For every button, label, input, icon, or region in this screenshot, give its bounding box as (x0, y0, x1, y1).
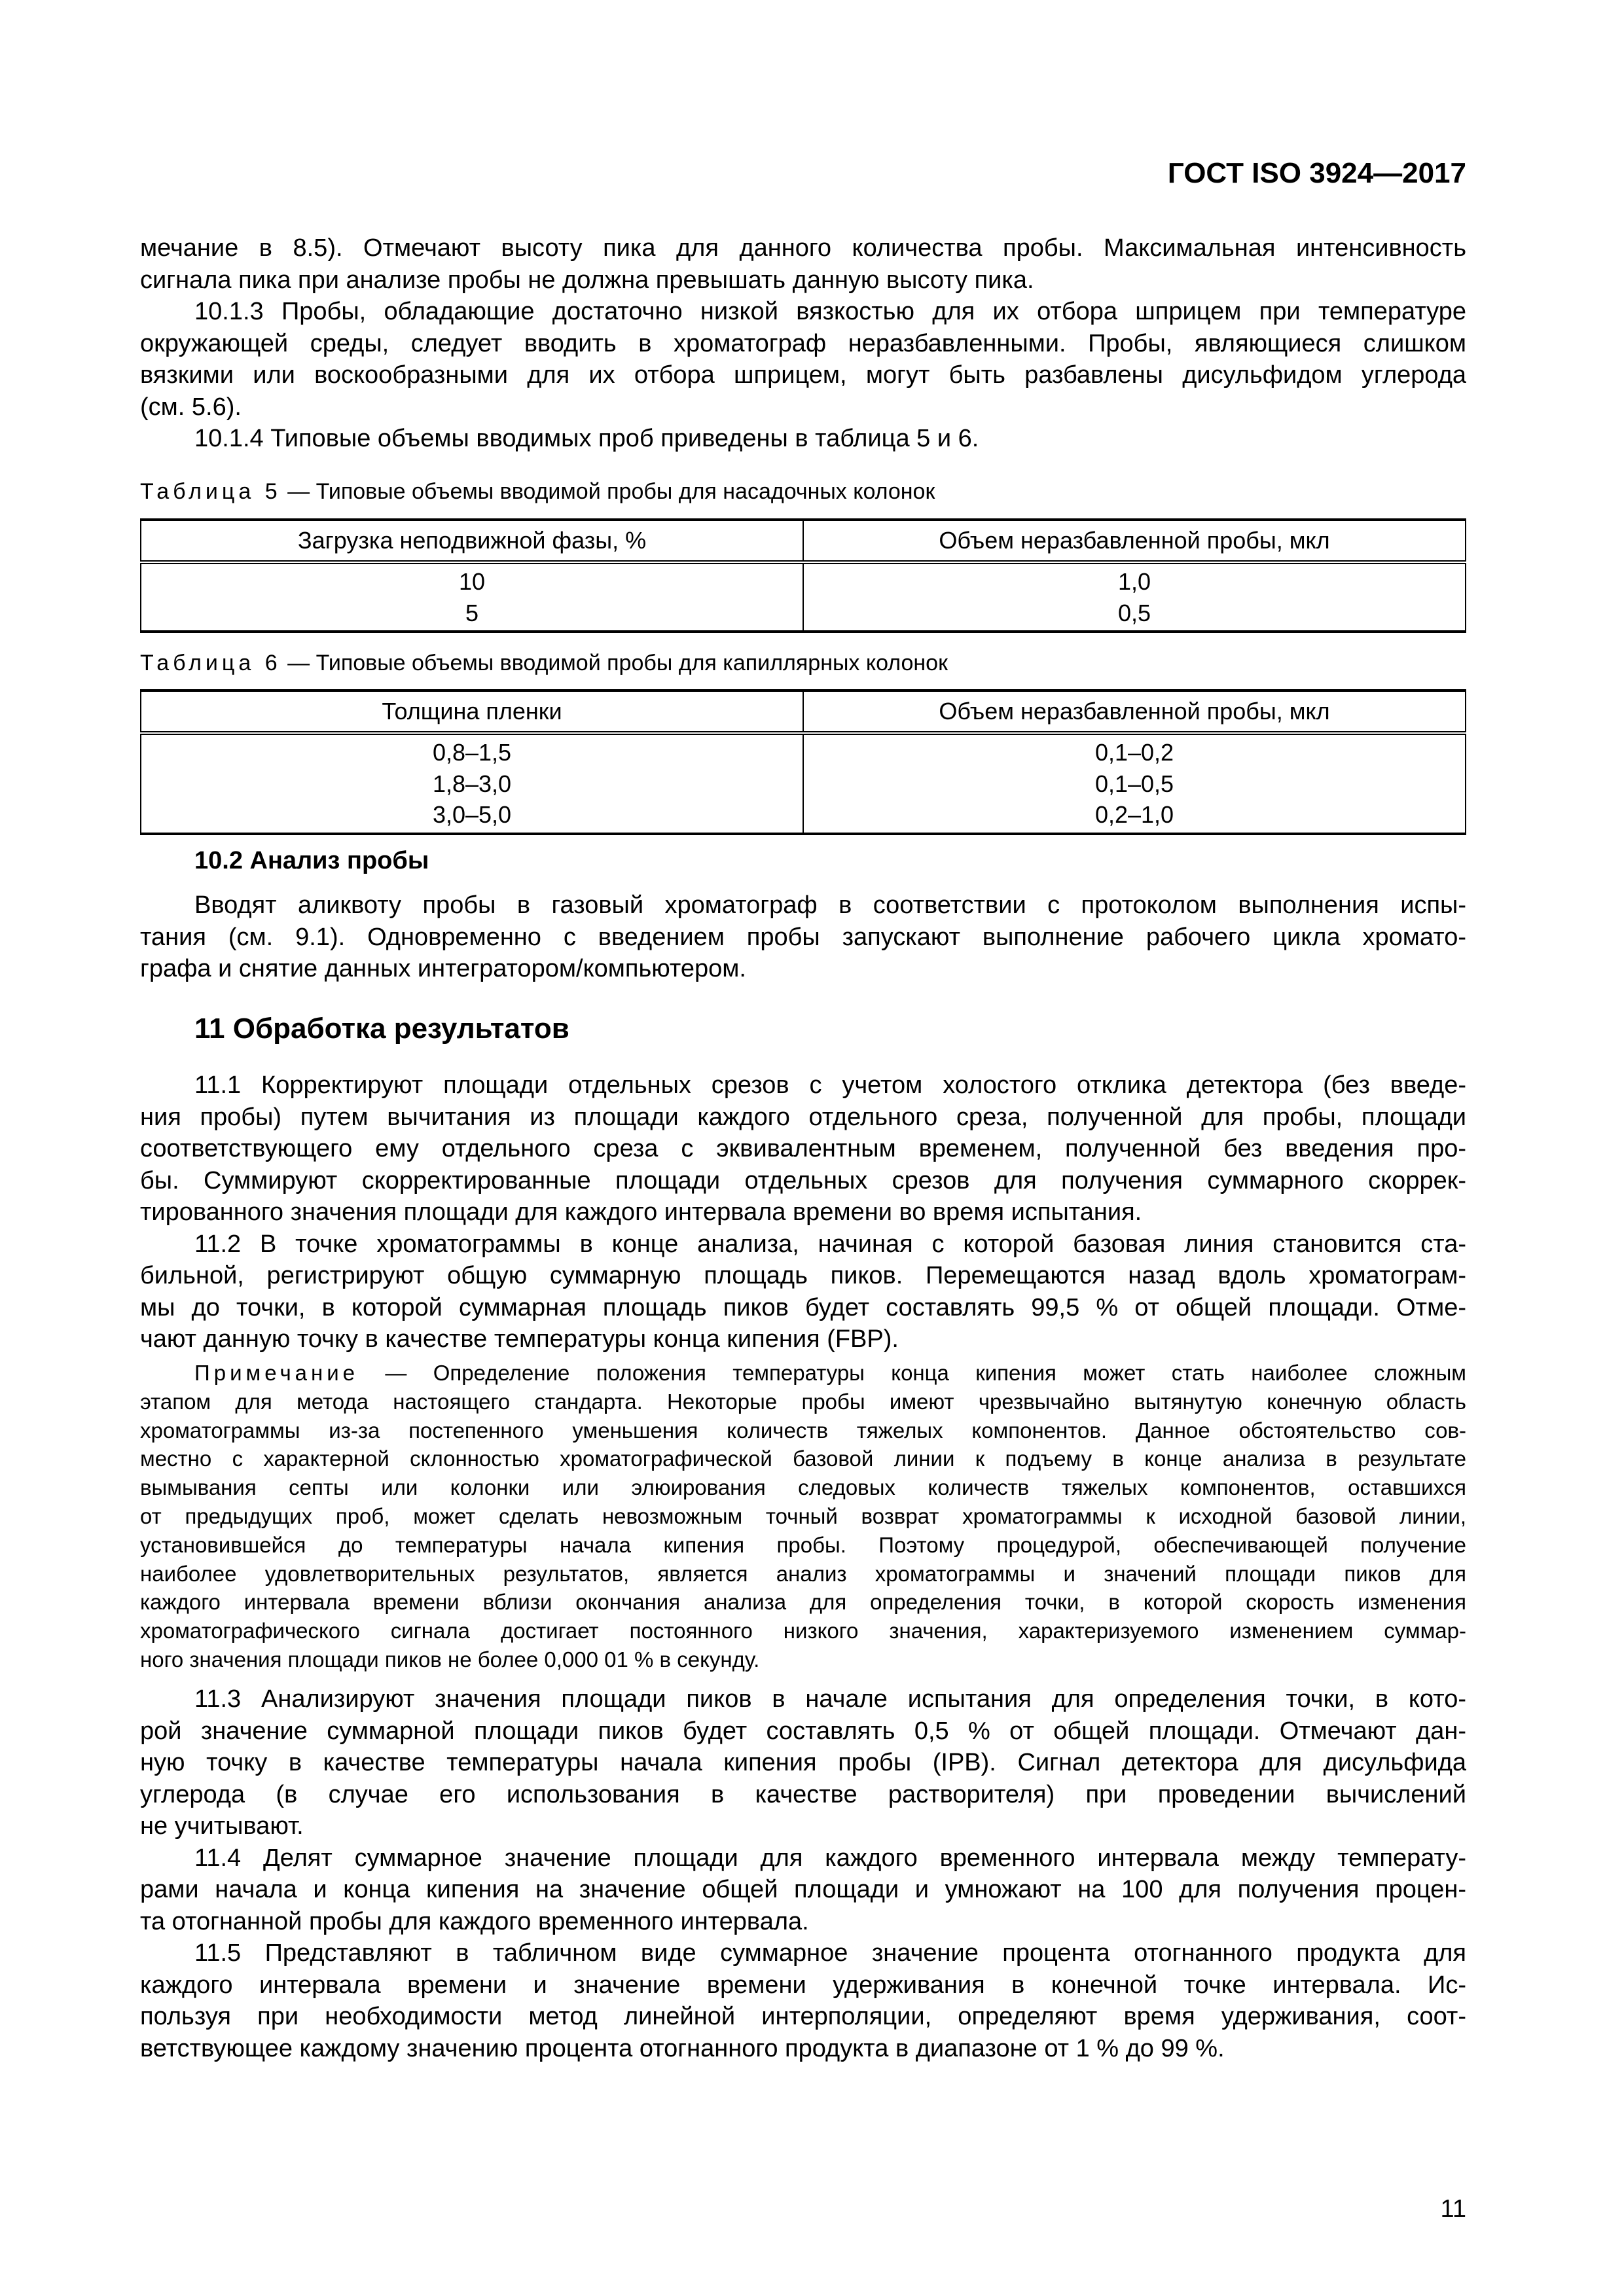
text-line: бы. Суммируют скорректированные площади отдельных срезов для получения суммарного скоррек- (140, 1166, 1466, 1194)
text-line: 11.3 Анализируют значения площади пиков в начале испытания для определения точки, в кото- (194, 1685, 1466, 1713)
text-line: каждого интервала времени и значение времени удерживания в конечной точке интервала. Ис- (140, 1971, 1466, 1999)
text-line: тания (см. 9.1). Одновременно с введением пробы запускают выполнение рабочего цикла хромато- (140, 923, 1466, 951)
section-10-2-body (140, 889, 1466, 985)
table-cell: 1,8–3,0 (432, 770, 512, 797)
text-line: ния пробы) путем вычитания из площади каждого отдельного среза, полученной для пробы, площади (140, 1103, 1466, 1131)
text-line: рами начала и конца кипения на значение общей площади и умножают на 100 для получения процен- (140, 1876, 1466, 1903)
note-label: Примечание (194, 1361, 359, 1385)
table6-col1 (141, 733, 803, 834)
text-line: сигнала пика при анализе пробы не должна превышать данную высоту пика. (140, 266, 1034, 294)
table-cell: 10 (458, 568, 486, 595)
note-line: хроматографического сигнала достигает постоянного низкого значения, характеризуемого изменением суммар- (140, 1619, 1466, 1643)
text-line: не учитывают. (140, 1812, 304, 1840)
text-line: вязкими или воскообразными для их отбора шприцем, могут быть разбавлены дисульфидом углерода (140, 361, 1466, 389)
table5-col2 (803, 562, 1466, 632)
section-a (140, 232, 1466, 455)
note-first-line (140, 1359, 1466, 1388)
table-cell: 0,2–1,0 (1094, 801, 1174, 828)
text-line: графа и снятие данных интегратором/компьютером. (140, 955, 746, 982)
table-cell: 3,0–5,0 (432, 801, 512, 828)
text-line: 11.4 Делят суммарное значение площади для каждого временного интервала между температу- (194, 1844, 1466, 1872)
note-line: установившейся до температуры начала кипения пробы. Поэтому процедурой, обеспечивающей получение (140, 1532, 1466, 1557)
note-line: каждого интервала времени вблизи окончания анализа для определения точки, в которой скорость изменения (140, 1590, 1466, 1615)
note (140, 1359, 1466, 1674)
table6-header-2: Объем неразбавленной пробы, мкл (803, 691, 1466, 733)
text-line: пользуя при необходимости метод линейной интерполяции, определяют время удерживания, соот- (140, 2003, 1466, 2030)
document-header: ГОСТ ISO 3924—2017 (1167, 157, 1466, 189)
text-line: 10.1.3 Пробы, обладающие достаточно низкой вязкостью для их отбора шприцем при температуре (194, 298, 1466, 325)
text-line: рой значение суммарной площади пиков будет составлять 0,5 % от общей площади. Отмечают дан- (140, 1717, 1466, 1745)
note-first-line-text: — Определение положения температуры конца кипения может стать наиболее сложным (359, 1361, 1466, 1385)
text-line: соответствующего ему отдельного среза с эквивалентным временем, полученной без введения про- (140, 1135, 1466, 1162)
note-line: этапом для метода настоящего стандарта. Некоторые пробы имеют чрезвычайно вытянутую конечную область (140, 1389, 1466, 1414)
text-line: тированного значения площади для каждого интервала времени во время испытания. (140, 1198, 1142, 1226)
text-line: 11.2 В точке хроматограммы в конце анализа, начиная с которой базовая линия становится ста- (194, 1230, 1466, 1258)
text-line: углерода (в случае его использования в качестве растворителя) при проведении вычислений (140, 1780, 1466, 1808)
note-line: вымывания септы или колонки или элюирования следовых количеств тяжелых компонентов, оставшихся (140, 1475, 1466, 1500)
text-line: бильной, регистрируют общую суммарную площадь пиков. Перемещаются назад вдоль хроматограм- (140, 1262, 1466, 1289)
text-line: ветствующее каждому значению процента отогнанного продукта в диапазоне от 1 % до 99 %. (140, 2034, 1225, 2062)
text-line: мечание в 8.5). Отмечают высоту пика для данного количества пробы. Максимальная интенсивность (140, 234, 1466, 262)
table5-header-2: Объем неразбавленной пробы, мкл (803, 520, 1466, 562)
table5-title: — Типовые объемы вводимой пробы для насадочных колонок (281, 479, 935, 504)
table5-col1 (141, 562, 803, 632)
table6 (140, 689, 1466, 835)
text-line: ную точку в качестве температуры начала кипения пробы (IPB). Сигнал детектора для дисульфида (140, 1749, 1466, 1776)
text-line: Вводят аликвоту пробы в газовый хроматограф в соответствии с протоколом выполнения испы- (194, 891, 1466, 919)
text-line: чают данную точку в качестве температуры конца кипения (FBP). (140, 1325, 899, 1353)
section-11-body-b (140, 1683, 1466, 2064)
table-cell: 0,1–0,5 (1094, 770, 1174, 797)
table5-header-1: Загрузка неподвижной фазы, % (141, 520, 803, 562)
table6-title: — Типовые объемы вводимой пробы для капиллярных колонок (281, 651, 948, 675)
section-11-body-a (140, 1069, 1466, 1355)
note-line: хроматограммы из-за постепенного уменьшения количеств тяжелых компонентов. Данное обстоятельство сов- (140, 1418, 1466, 1443)
text-line: 11.1 Корректируют площади отдельных срезов с учетом холостого отклика детектора (без введе- (194, 1071, 1466, 1099)
text-line: 10.1.4 Типовые объемы вводимых проб приведены в таблица 5 и 6. (194, 425, 979, 452)
note-line: от предыдущих проб, может сделать невозможным точный возврат хроматограммы к исходной базовой линии, (140, 1503, 1466, 1528)
section-10-2-heading: 10.2 Анализ пробы (194, 847, 429, 874)
table-cell: 0,8–1,5 (432, 739, 512, 766)
note-line: местно с характерной склонностью хроматографической базовой линии к подъему в конце анализа в результате (140, 1446, 1466, 1471)
table5-caption (140, 476, 1466, 507)
table-cell: 5 (465, 599, 479, 626)
table6-col2 (803, 733, 1466, 834)
note-line: наиболее удовлетворительных результатов, является анализ хроматограммы и значений площади пиков для (140, 1561, 1466, 1586)
table6-header-1: Толщина пленки (141, 691, 803, 733)
text-line: та отогнанной пробы для каждого временного интервала. (140, 1907, 809, 1935)
text-line: окружающей среды, следует вводить в хроматограф неразбавленными. Пробы, являющиеся слишком (140, 329, 1466, 357)
note-body (140, 1388, 1466, 1674)
table5 (140, 518, 1466, 633)
table6-label: Таблица 6 (140, 651, 281, 675)
table6-caption (140, 647, 1466, 679)
table-cell: 1,0 (1117, 568, 1151, 595)
note-line: ного значения площади пиков не более 0,000 01 % в секунду. (140, 1647, 760, 1672)
page-number: 11 (1440, 2195, 1466, 2223)
text-line: 11.5 Представляют в табличном виде суммарное значение процента отогнанного продукта для (194, 1939, 1466, 1967)
table5-label: Таблица 5 (140, 479, 281, 504)
section-11-heading: 11 Обработка результатов (194, 1013, 569, 1045)
text-line: (см. 5.6). (140, 393, 242, 421)
table-cell: 0,5 (1117, 599, 1151, 626)
table-cell: 0,1–0,2 (1094, 739, 1174, 766)
text-line: мы до точки, в которой суммарная площадь пиков будет составлять 99,5 % от общей площади. Отме- (140, 1293, 1466, 1321)
